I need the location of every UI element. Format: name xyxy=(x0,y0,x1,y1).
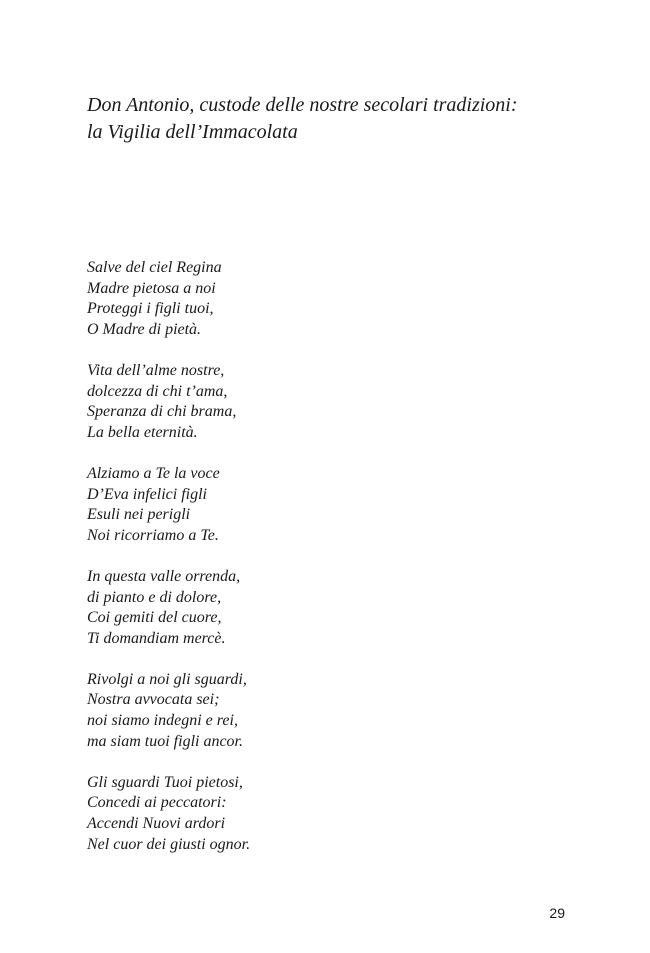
stanza-3 xyxy=(87,464,487,546)
poem-line: Salve del ciel Regina xyxy=(87,259,222,276)
poem-line: Nostra avvocata sei; xyxy=(87,691,220,709)
stanza-4 xyxy=(87,567,487,649)
poem-line: Vita dell’alme nostre, xyxy=(87,361,225,379)
page-title xyxy=(87,92,607,146)
poem-line: Noi ricorriamo a Te. xyxy=(87,526,219,544)
poem-line: Gli sguardi Tuoi pietosi, xyxy=(87,773,243,791)
poem xyxy=(87,258,487,855)
stanza-6 xyxy=(87,773,487,855)
title-line-2: la Vigilia dell’Immacolata xyxy=(87,121,298,143)
poem-line: Ti domandiam mercè. xyxy=(87,629,226,647)
poem-line: Concedi ai peccatori: xyxy=(87,794,227,812)
poem-line: La bella eternità. xyxy=(87,423,198,441)
poem-line: Accendi Nuovi ardori xyxy=(87,815,226,833)
poem-line: Coi gemiti del cuore, xyxy=(87,609,222,627)
poem-line: ma siam tuoi figli ancor. xyxy=(87,732,244,750)
poem-line: Proteggi i figli tuoi, xyxy=(87,300,214,318)
title-line-1: Don Antonio, custode delle nostre secolari tradizioni: xyxy=(87,94,518,116)
poem-line: Speranza di chi brama, xyxy=(87,403,237,421)
poem-line: O Madre di pietà. xyxy=(87,320,202,338)
poem-line: Alziamo a Te la voce xyxy=(87,464,220,482)
poem-line: Rivolgi a noi gli sguardi, xyxy=(87,670,247,688)
stanza-5 xyxy=(87,670,487,752)
poem-line: dolcezza di chi t’ama, xyxy=(87,382,228,400)
poem-line: D’Eva infelici figli xyxy=(87,485,207,503)
poem-line: In questa valle orrenda, xyxy=(87,567,241,585)
stanza-1 xyxy=(87,258,487,340)
stanza-2 xyxy=(87,361,487,443)
poem-line: Nel cuor dei giusti ognor. xyxy=(87,835,251,853)
page-number: 29 xyxy=(549,905,565,921)
poem-line: Esuli nei perigli xyxy=(87,506,191,524)
poem-line: Madre pietosa a noi xyxy=(87,279,216,297)
poem-line: di pianto e di dolore, xyxy=(87,588,222,606)
poem-line: noi siamo indegni e rei, xyxy=(87,712,238,730)
